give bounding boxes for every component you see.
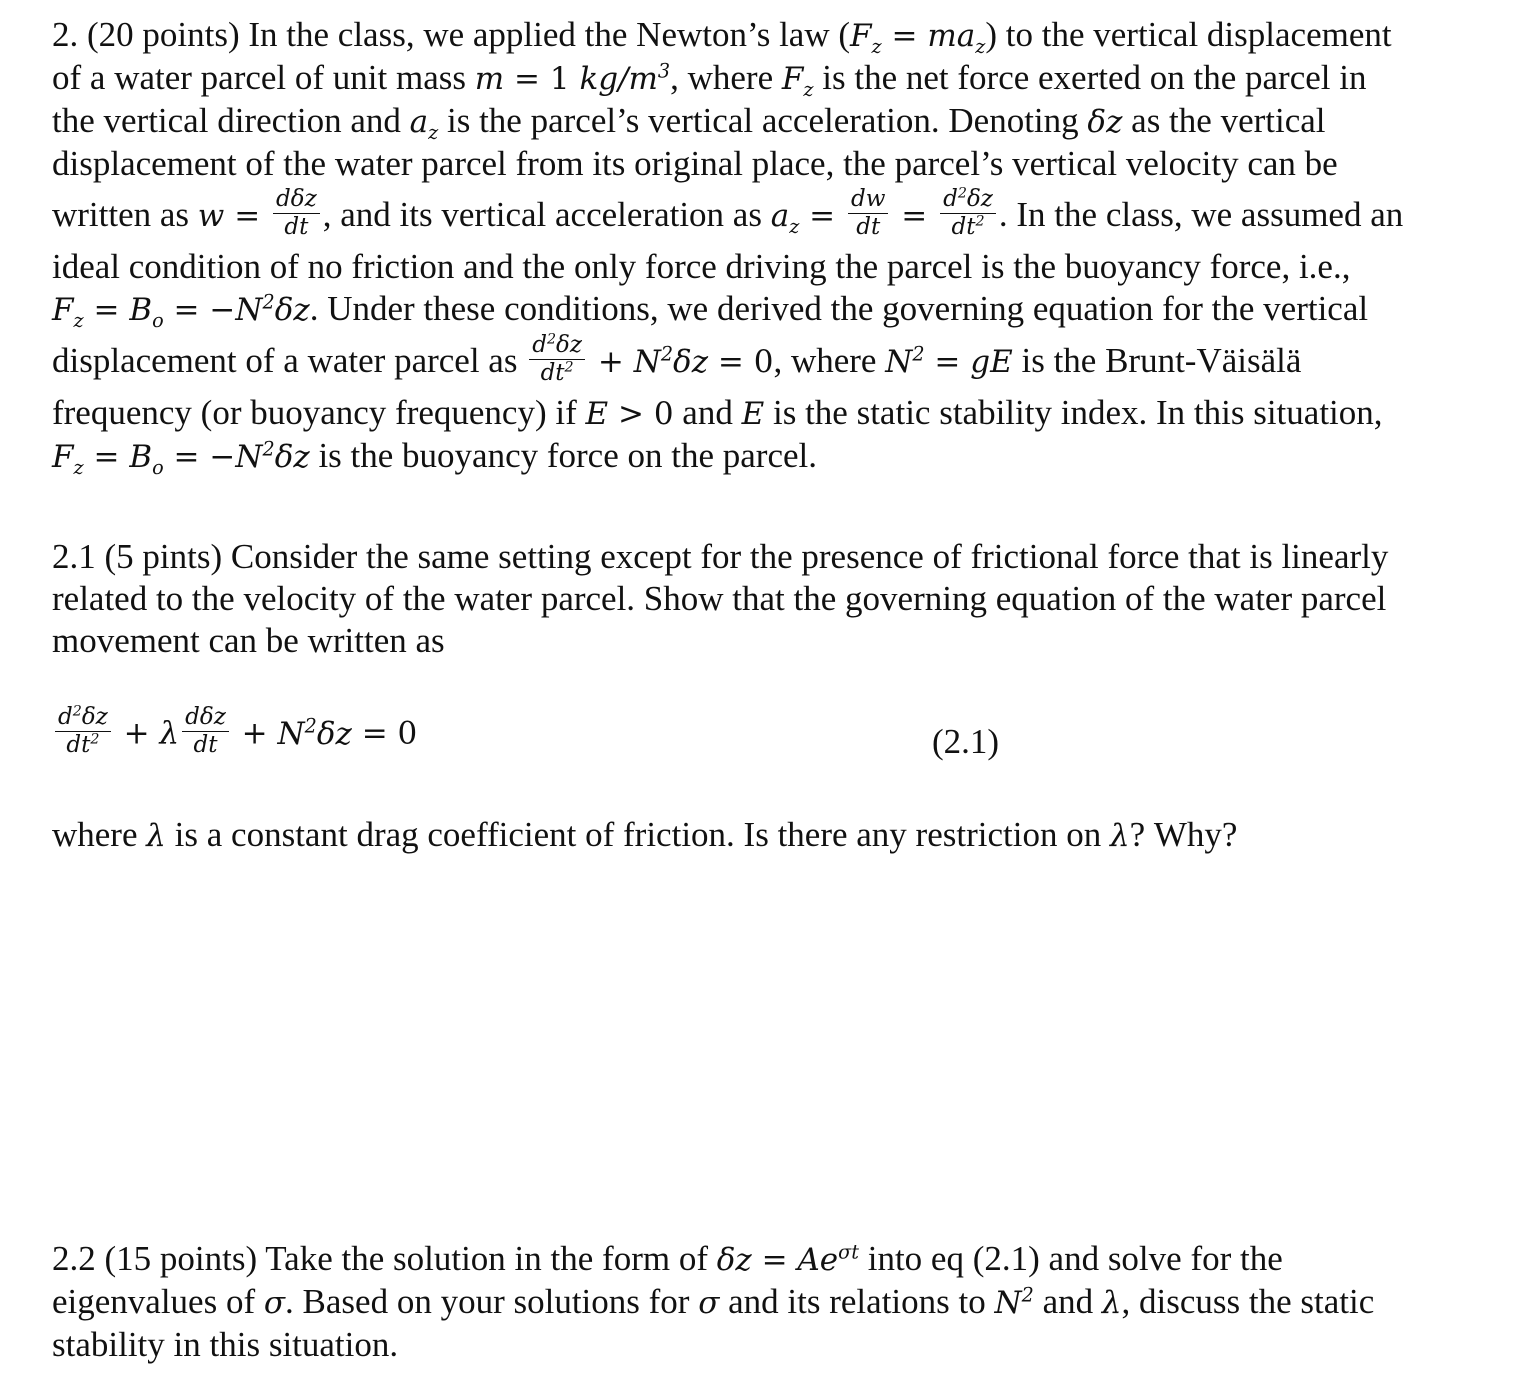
frac-num: dδz [182,704,229,732]
part2-text: into eq (2.1) and solve for the [858,1239,1283,1278]
intro-text: displacement of a water parcel as [52,341,527,380]
math-eq: = [881,18,928,54]
math-lambda: λ [1101,1285,1122,1321]
math-Fz: $F_z$ [52,292,84,333]
math-eq: = [224,198,271,234]
intro-text: 2. (20 points) In the class, we applied the Newton’s law ( [52,15,851,54]
frac-num: dw [848,186,888,214]
intro-text: and [673,393,742,432]
frac-den: $dt^2$ [540,359,574,387]
part1-question-line [52,814,1472,857]
math-lambda: λ [159,715,180,752]
intro-text: , where [773,341,886,380]
math-Ae-sigma-t: $Ae^{\sigma t}$ [797,1240,859,1278]
fraction-dw-dt [848,186,888,241]
intro-text: is the Brunt-Väisälä [1012,341,1302,380]
math-az: $a_z$ [409,104,439,145]
math-eq: = [83,292,130,328]
question-text: where [52,815,147,854]
math-Fz: $F_z$ [52,439,84,480]
math-m: m [474,61,505,97]
intro-text: written as [52,195,198,234]
intro-text: . Under these conditions, we derived the governing equation for the vertical [309,289,1369,328]
math-unit: $kg/m^3$ [579,59,671,97]
intro-text: frequency (or buoyancy frequency) if [52,393,586,432]
intro-text: . In the class, we assumed an [998,195,1404,234]
math-eq: = [799,198,846,234]
part1-line-3: movement can be written as [52,621,445,660]
intro-line-7 [52,288,1472,331]
math-eq: = [924,344,971,380]
intro-text: displacement of the water parcel from its original place, the parcel’s vertical velocity can be [52,144,1338,183]
intro-text: as the vertical [1122,101,1326,140]
math-eq: = [891,198,938,234]
math-Bo: $B_o$ [129,439,164,480]
math-plus: + [231,715,278,752]
math-minusN2dz: $-N^2\delta z$ [209,290,310,328]
part2-text: and its relations to [719,1282,995,1321]
part2-text: and [1033,1282,1102,1321]
math-Fz: $F_z$ [781,61,814,102]
part-2-2 [52,1238,1472,1366]
part2-text: eigenvalues of [52,1282,264,1321]
intro-line-8 [52,331,1472,392]
intro-text: ideal condition of no friction and the only force driving the parcel is the buoyancy force, i.e., [52,247,1351,286]
math-plus: + [588,344,634,380]
math-gE: gE [970,344,1013,380]
fraction-ddz-dt [273,186,320,241]
part1-question [52,814,1472,857]
part1-line-1: 2.1 (5 pints) Consider the same setting except for the presence of frictional force that is linearly [52,537,1389,576]
frac-den: dt [193,732,218,758]
intro-line-6 [52,246,1472,288]
frac-num: $d^2\delta z$ [529,332,585,360]
frac-den: dt [856,214,881,241]
part-2-1 [52,536,1472,662]
part2-line-2 [52,1281,1472,1324]
math-eq: = [163,292,210,328]
math-az: $a_z$ [770,198,800,239]
math-Bo: $B_o$ [129,292,164,333]
math-w: w [197,198,225,234]
fraction-d2dz-dt2 [940,186,996,241]
frac-den: $dt^2$ [66,731,100,758]
fraction-d2dz-dt2 [55,704,111,759]
frac-den: $dt^2$ [951,213,985,241]
math-zero: = 0 [351,715,418,752]
intro-text: ) to the vertical displacement [985,15,1392,54]
frac-num: dδz [273,186,320,214]
problem-intro [52,14,1472,478]
math-minusN2dz: $-N^2\delta z$ [209,437,310,475]
math-eq: = [504,61,550,97]
part2-text: 2.2 (15 points) Take the solution in the form of [52,1239,717,1278]
fraction-ddz-dt [182,704,229,759]
math-zero: = 0 [708,344,774,380]
math-eq: = [83,439,130,475]
math-plus: + [113,715,160,752]
intro-text: is the buoyancy force on the parcel. [309,436,817,475]
question-text: ? Why? [1129,815,1238,854]
math-unit: 1 [549,61,580,97]
math-dz: δz [716,1242,752,1278]
intro-text: , and its vertical acceleration as [322,195,771,234]
math-lambda: λ [1109,818,1130,854]
equation-number: (2.1) [932,722,1000,761]
frac-den: dt [284,214,309,241]
intro-text: is the static stability index. In this situation, [764,393,1383,432]
fraction-d2dz-dt2 [529,332,585,387]
intro-line-5 [52,185,1472,246]
math-Fz-maz: $F_z$ [850,18,882,59]
part2-text: . Based on your solutions for [285,1282,699,1321]
math-N2dz: $N^2\delta z$ [277,714,352,752]
part2-line-3: stability in this situation. [52,1325,399,1364]
intro-line-10 [52,435,1472,478]
question-text: is a constant drag coefficient of friction. Is there any restriction on [165,815,1110,854]
math-eq: = [751,1242,798,1278]
intro-line-9 [52,392,1472,435]
intro-line-3 [52,100,1472,143]
frac-num: $d^2\delta z$ [55,704,111,732]
intro-text: is the net force exerted on the parcel in [813,58,1367,97]
math-E: E [585,396,609,432]
part1-line-2: related to the velocity of the water parcel. Show that the governing equation of the water parcel [52,579,1387,618]
math-sigma: σ [698,1285,720,1321]
math-eq: = [163,439,210,475]
math-N2dz: $N^2\delta z$ [633,342,709,380]
math-gt0: > 0 [608,396,674,432]
intro-text: , where [670,58,782,97]
frac-num: $d^2\delta z$ [940,186,996,214]
part2-line-1 [52,1238,1472,1281]
math-N2: $N^2$ [885,342,925,380]
math-E: E [741,396,765,432]
equation-body [52,703,418,763]
math-maz: $ma_z$ [927,18,986,59]
intro-text: the vertical direction and [52,101,410,140]
equation-2-1 [52,702,1472,782]
math-N2: $N^2$ [994,1283,1034,1321]
math-sigma: σ [263,1285,286,1321]
part2-text: , discuss the static [1121,1282,1375,1321]
math-dz: δz [1087,104,1123,140]
intro-line-1 [52,14,1472,57]
intro-line-4 [52,143,1472,185]
intro-text: is the parcel’s vertical acceleration. Denoting [438,101,1088,140]
intro-text: of a water parcel of unit mass [52,58,475,97]
math-lambda: λ [146,818,166,854]
intro-line-2 [52,57,1472,100]
